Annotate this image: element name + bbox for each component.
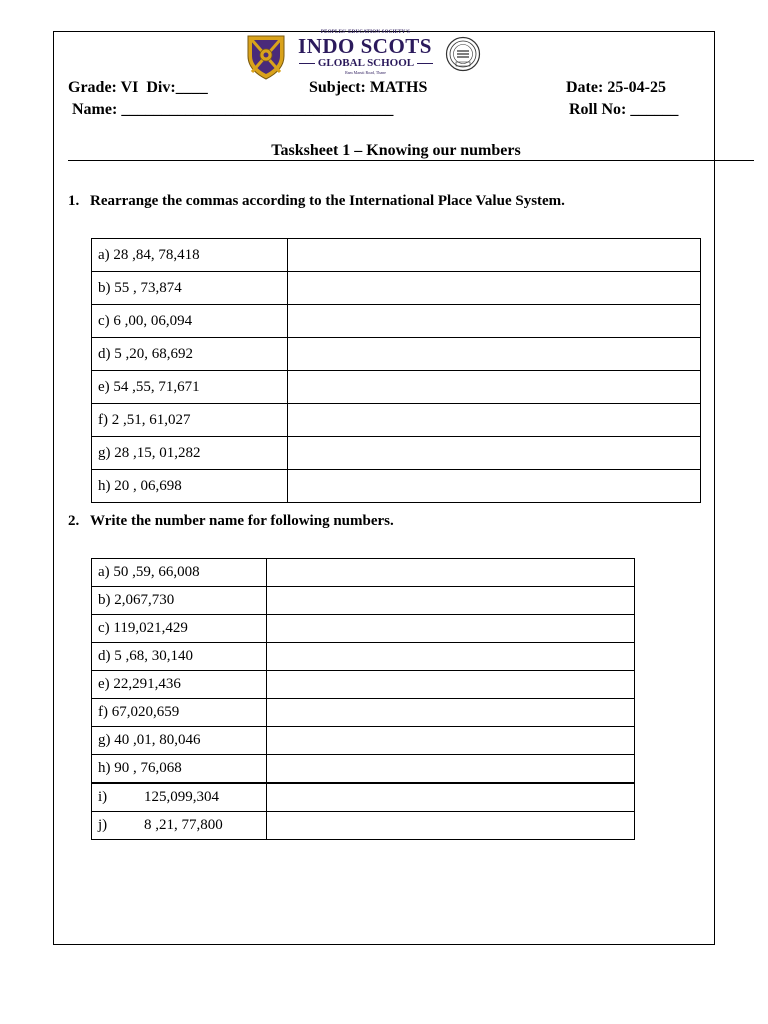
table-row: [92, 371, 701, 404]
div-field: Div:____: [146, 79, 208, 96]
answer-cell[interactable]: [267, 643, 635, 671]
table-row: [92, 239, 701, 272]
table-row: [92, 699, 635, 727]
number-cell: b) 55 , 73,874: [92, 272, 288, 305]
question-2: [68, 513, 394, 530]
table-row: [92, 470, 701, 503]
title-divider: [68, 160, 754, 161]
question-1-number: 1.: [68, 193, 80, 209]
number-cell: f) 67,020,659: [92, 699, 267, 727]
number-cell: h) 90 , 76,068: [92, 755, 267, 784]
society-name: PEOPLES' EDUCATION SOCIETY'S: [320, 30, 411, 35]
answer-cell[interactable]: [267, 755, 635, 784]
table-row: [92, 783, 635, 812]
answer-cell[interactable]: [288, 437, 701, 470]
number-cell: [92, 783, 267, 812]
row-value: 125,099,304: [144, 789, 219, 805]
school-subtitle-text: GLOBAL SCHOOL: [317, 57, 415, 69]
number-cell: d) 5 ,68, 30,140: [92, 643, 267, 671]
table-row: [92, 615, 635, 643]
answer-cell[interactable]: [288, 305, 701, 338]
number-cell: h) 20 , 06,698: [92, 470, 288, 503]
school-crest-icon: [246, 32, 286, 80]
table-row: [92, 338, 701, 371]
subject-label: Subject: MATHS: [309, 79, 428, 96]
answer-cell[interactable]: [267, 559, 635, 587]
number-cell: a) 28 ,84, 78,418: [92, 239, 288, 272]
row-letter: j): [98, 817, 108, 833]
table-row: [92, 671, 635, 699]
number-cell: [92, 812, 267, 840]
school-address: Ram Maruti Road, Thane: [345, 70, 386, 75]
date-label: Date: 25-04-25: [566, 79, 666, 96]
row-value: 8 ,21, 77,800: [144, 817, 223, 833]
school-logo: [246, 30, 486, 82]
grade-label: Grade: VI: [68, 79, 139, 96]
question-1-table: [91, 238, 701, 503]
number-cell: c) 6 ,00, 06,094: [92, 305, 288, 338]
answer-cell[interactable]: [267, 783, 635, 812]
table-row: [92, 437, 701, 470]
number-cell: g) 28 ,15, 01,282: [92, 437, 288, 470]
answer-cell[interactable]: [288, 338, 701, 371]
number-cell: g) 40 ,01, 80,046: [92, 727, 267, 755]
number-cell: b) 2,067,730: [92, 587, 267, 615]
table-row: [92, 305, 701, 338]
question-2-table: [91, 558, 635, 840]
table-row: [92, 755, 635, 784]
question-2-number: 2.: [68, 513, 80, 529]
number-cell: f) 2 ,51, 61,027: [92, 404, 288, 437]
answer-cell[interactable]: [288, 239, 701, 272]
answer-cell[interactable]: [267, 671, 635, 699]
answer-cell[interactable]: [288, 470, 701, 503]
question-2-text: Write the number name for following numbers.: [90, 513, 394, 529]
school-name: INDO SCOTS: [298, 34, 432, 58]
seal-icon: [445, 36, 481, 72]
answer-cell[interactable]: [288, 404, 701, 437]
question-1: [68, 193, 565, 210]
answer-cell[interactable]: [267, 587, 635, 615]
number-cell: d) 5 ,20, 68,692: [92, 338, 288, 371]
table-row: [92, 643, 635, 671]
answer-cell[interactable]: [288, 272, 701, 305]
school-subtitle: [287, 57, 445, 69]
name-field: Name: __________________________________: [72, 101, 394, 118]
table-row: [92, 404, 701, 437]
grade-field: [68, 79, 208, 97]
number-cell: e) 54 ,55, 71,671: [92, 371, 288, 404]
number-cell: c) 119,021,429: [92, 615, 267, 643]
question-1-text: Rearrange the commas according to the International Place Value System.: [90, 193, 565, 209]
table-row: [92, 727, 635, 755]
row-letter: i): [98, 789, 108, 805]
answer-cell[interactable]: [267, 812, 635, 840]
answer-cell[interactable]: [267, 615, 635, 643]
table-row: [92, 812, 635, 840]
table-row: [92, 559, 635, 587]
worksheet-title: Tasksheet 1 – Knowing our numbers: [271, 142, 521, 159]
number-cell: e) 22,291,436: [92, 671, 267, 699]
table-row: [92, 587, 635, 615]
roll-number-field: Roll No: ______: [569, 101, 679, 118]
number-cell: a) 50 ,59, 66,008: [92, 559, 267, 587]
table-row: [92, 272, 701, 305]
answer-cell[interactable]: [267, 699, 635, 727]
answer-cell[interactable]: [267, 727, 635, 755]
answer-cell[interactable]: [288, 371, 701, 404]
